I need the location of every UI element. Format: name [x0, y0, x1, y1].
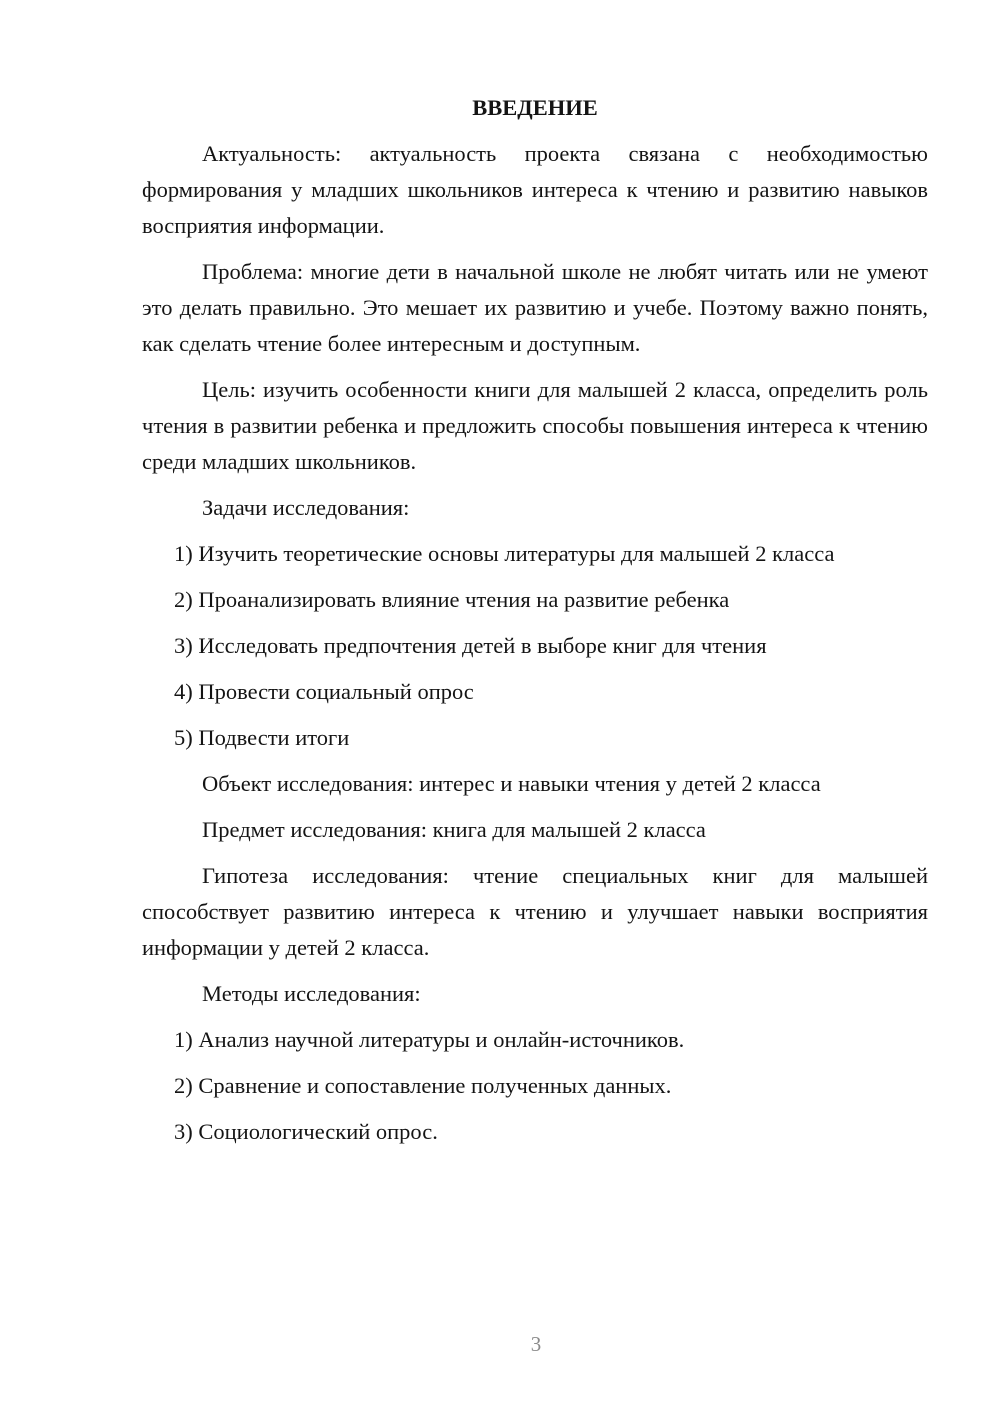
task-item: 5) Подвести итоги	[174, 725, 350, 750]
task-item: 2) Проанализировать влияние чтения на развитие ребенка	[174, 587, 730, 612]
page-title: ВВЕДЕНИЕ	[472, 95, 598, 120]
method-item: 1) Анализ научной литературы и онлайн-источников.	[174, 1027, 685, 1052]
methods-heading: Методы исследования:	[202, 981, 421, 1006]
task-item: 3) Исследовать предпочтения детей в выборе книг для чтения	[174, 633, 767, 658]
method-item: 2) Сравнение и сопоставление полученных данных.	[174, 1073, 672, 1098]
document-page	[142, 90, 928, 1160]
task-item: 1) Изучить теоретические основы литературы для малышей 2 класса	[174, 541, 835, 566]
subject-line: Предмет исследования: книга для малышей 2 класса	[202, 817, 706, 842]
hypothesis-paragraph: Гипотеза исследования: чтение специальных книг для малышей способствует развитию интереса к чтению и улучшает навыки восприятия информации у детей 2 класса.	[142, 863, 928, 960]
task-item: 4) Провести социальный опрос	[174, 679, 474, 704]
object-line: Объект исследования: интерес и навыки чтения у детей 2 класса	[202, 771, 821, 796]
relevance-paragraph: Актуальность: актуальность проекта связана с необходимостью формирования у младших школьников интереса к чтению и развитию навыков восприятия информации.	[142, 141, 928, 238]
method-item: 3) Социологический опрос.	[174, 1119, 438, 1144]
page-number: 3	[530, 1332, 542, 1356]
goal-paragraph: Цель: изучить особенности книги для малышей 2 класса, определить роль чтения в развитии ребенка и предложить способы повышения интереса к чтению среди младших школьников.	[142, 377, 928, 474]
tasks-heading: Задачи исследования:	[202, 495, 410, 520]
problem-paragraph: Проблема: многие дети в начальной школе не любят читать или не умеют это делать правильно. Это мешает их развитию и учебе. Поэтому важно понять, как сделать чтение более интересным и доступным.	[142, 259, 928, 356]
